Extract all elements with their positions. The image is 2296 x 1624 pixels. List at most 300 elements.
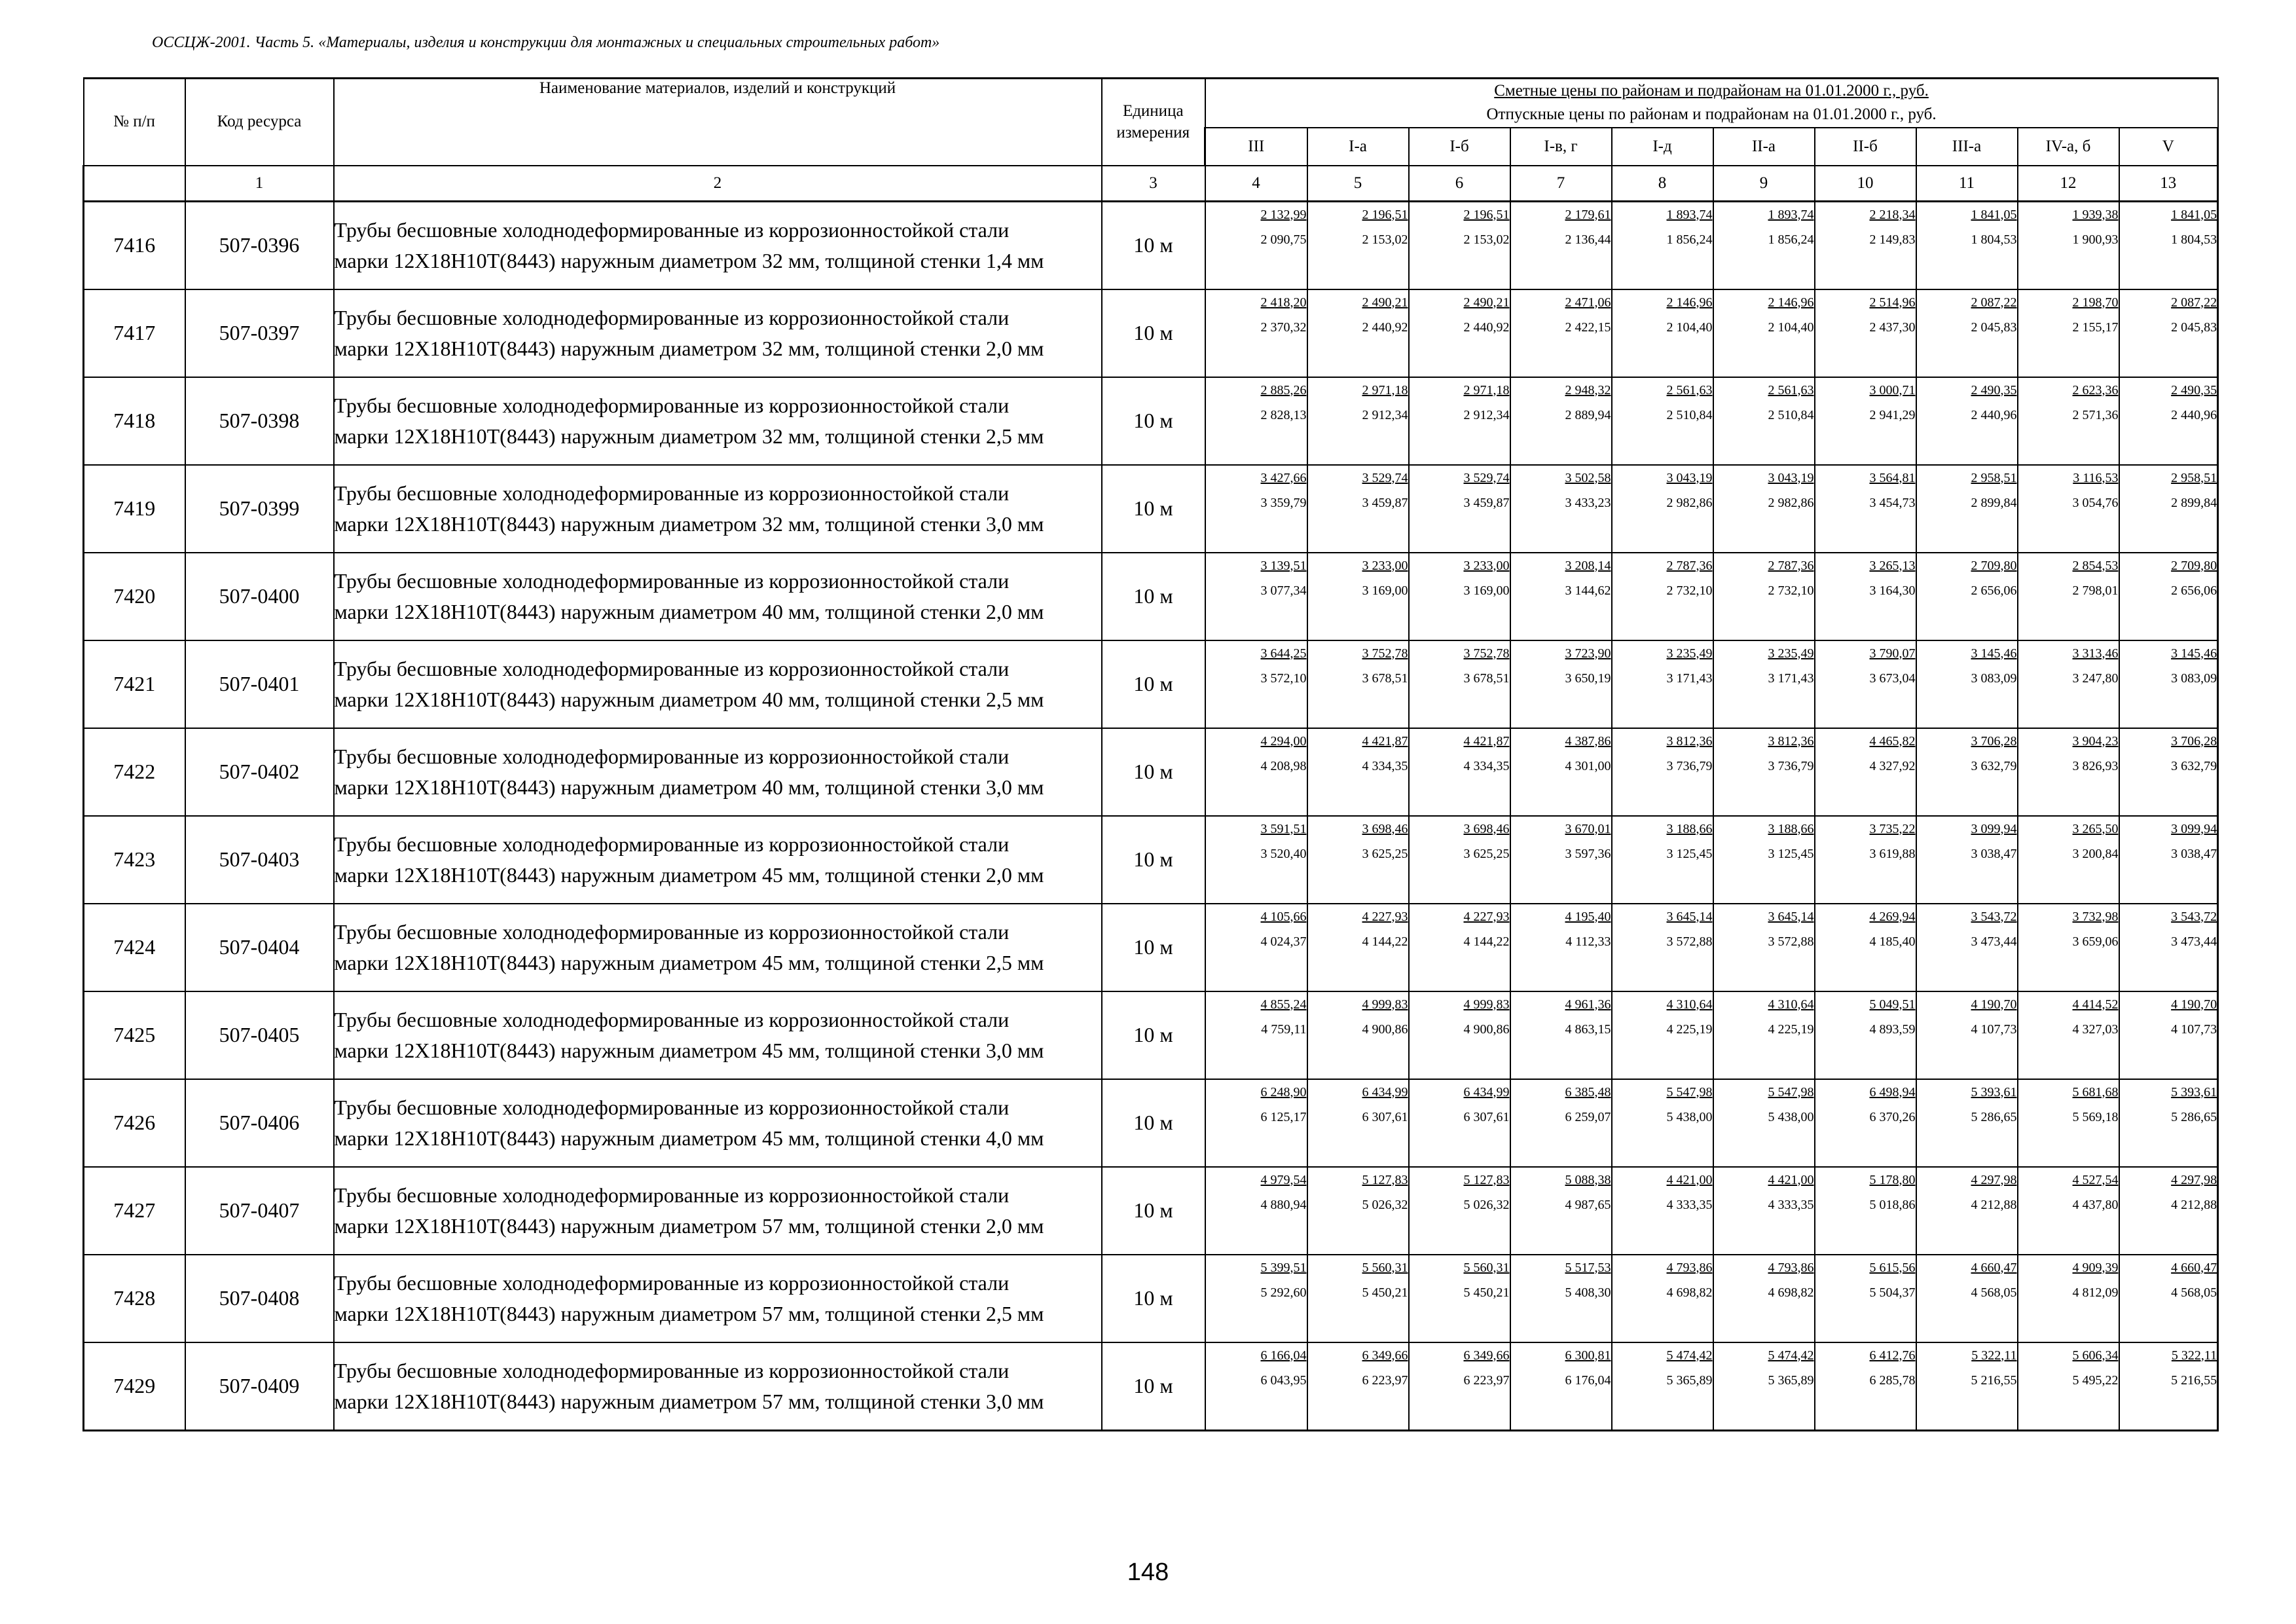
release-price: 2 149,83 <box>1869 232 1916 247</box>
release-price: 4 327,92 <box>1869 758 1916 773</box>
price-cell <box>1510 816 1612 904</box>
release-price: 5 569,18 <box>2072 1109 2119 1124</box>
price-cell <box>2119 201 2218 289</box>
table-row <box>84 816 2218 904</box>
estimate-price: 4 297,98 <box>1971 1172 2017 1187</box>
price-cell <box>1510 465 1612 553</box>
estimate-price: 3 645,14 <box>1768 909 1814 924</box>
price-cell <box>1815 904 1916 991</box>
price-cell <box>2119 640 2218 728</box>
price-cell <box>1510 289 1612 377</box>
material-name-line1: Трубы бесшовные холоднодеформированные из коррозионностойкой стали <box>334 481 1010 506</box>
estimate-price: 4 297,98 <box>2171 1172 2217 1187</box>
price-cell <box>1510 1167 1612 1255</box>
price-cell <box>1409 553 1510 640</box>
release-price: 2 510,84 <box>1666 407 1713 422</box>
price-cell <box>2018 904 2119 991</box>
estimate-price: 4 105,66 <box>1260 909 1307 924</box>
release-price: 3 083,09 <box>1971 671 2017 686</box>
estimate-price: 4 190,70 <box>2171 997 2217 1012</box>
resource-code: 507-0405 <box>185 991 334 1079</box>
release-price: 2 732,10 <box>1768 583 1814 598</box>
table-body <box>84 201 2218 1430</box>
header-zone: I-д <box>1612 128 1713 166</box>
release-price: 3 077,34 <box>1260 583 1307 598</box>
price-cell <box>1612 553 1713 640</box>
release-price: 4 698,82 <box>1666 1285 1713 1300</box>
estimate-price: 6 434,99 <box>1463 1084 1510 1099</box>
estimate-price: 2 490,21 <box>1362 295 1408 310</box>
price-cell <box>1205 991 1307 1079</box>
row-number: 7416 <box>84 201 185 289</box>
estimate-price: 3 188,66 <box>1666 821 1713 836</box>
material-name-line2: марки 12Х18Н10Т(8443) наружным диаметром 32 мм, толщиной стенки 1,4 мм <box>334 248 1044 272</box>
release-price: 5 216,55 <box>1971 1373 2017 1388</box>
price-cell <box>2119 465 2218 553</box>
estimate-price: 5 560,31 <box>1362 1260 1408 1275</box>
release-price: 3 083,09 <box>2171 671 2217 686</box>
price-cell <box>1612 1079 1713 1167</box>
release-price: 3 572,88 <box>1666 934 1713 949</box>
price-cell <box>2119 1167 2218 1255</box>
release-price: 3 144,62 <box>1565 583 1611 598</box>
price-cell <box>1409 377 1510 465</box>
header-zone: II-а <box>1713 128 1815 166</box>
estimate-price: 2 787,36 <box>1666 558 1713 573</box>
price-cell <box>2018 1255 2119 1342</box>
material-name-line1: Трубы бесшовные холоднодеформированные из коррозионностойкой стали <box>334 832 1010 857</box>
price-cell <box>1612 728 1713 816</box>
price-cell <box>1713 991 1815 1079</box>
estimate-price: 3 752,78 <box>1463 646 1510 661</box>
page-number: 148 <box>1127 1559 1169 1586</box>
price-cell <box>1205 728 1307 816</box>
estimate-price: 3 139,51 <box>1260 558 1307 573</box>
estimate-price: 3 145,46 <box>2171 646 2217 661</box>
material-name-line1: Трубы бесшовные холоднодеформированные из коррозионностойкой стали <box>334 1359 1010 1383</box>
estimate-price: 6 166,04 <box>1260 1348 1307 1363</box>
estimate-price: 6 300,81 <box>1565 1348 1611 1363</box>
release-price: 3 619,88 <box>1869 846 1916 861</box>
material-name-line1: Трубы бесшовные холоднодеформированные из коррозионностойкой стали <box>334 569 1010 593</box>
release-price: 2 136,44 <box>1565 232 1611 247</box>
estimate-price: 2 196,51 <box>1463 207 1510 222</box>
price-cell <box>1307 553 1409 640</box>
release-price: 4 437,80 <box>2072 1197 2119 1212</box>
price-cell <box>2119 816 2218 904</box>
release-price: 3 359,79 <box>1260 495 1307 510</box>
price-cell <box>2119 377 2218 465</box>
estimate-price: 4 979,54 <box>1260 1172 1307 1187</box>
material-name-line2: марки 12Х18Н10Т(8443) наружным диаметром 32 мм, толщиной стенки 2,5 мм <box>334 424 1044 448</box>
price-cell <box>1510 904 1612 991</box>
estimate-price: 1 841,05 <box>2171 207 2217 222</box>
column-number: 5 <box>1307 166 1409 202</box>
estimate-price: 5 127,83 <box>1463 1172 1510 1187</box>
table-row <box>84 640 2218 728</box>
release-price: 5 408,30 <box>1565 1285 1611 1300</box>
header-zone: I-б <box>1409 128 1510 166</box>
material-name-line2: марки 12Х18Н10Т(8443) наружным диаметром 40 мм, толщиной стенки 2,0 мм <box>334 599 1044 623</box>
material-name-line2: марки 12Х18Н10Т(8443) наружным диаметром 45 мм, толщиной стенки 2,5 мм <box>334 950 1044 974</box>
estimate-price: 4 414,52 <box>2072 997 2119 1012</box>
release-price: 2 440,96 <box>2171 407 2217 422</box>
estimate-price: 4 310,64 <box>1768 997 1814 1012</box>
estimate-price: 2 087,22 <box>2171 295 2217 310</box>
estimate-price: 3 529,74 <box>1362 470 1408 485</box>
price-cell <box>1815 377 1916 465</box>
release-price: 6 125,17 <box>1260 1109 1307 1124</box>
row-number: 7419 <box>84 465 185 553</box>
release-price: 6 307,61 <box>1362 1109 1408 1124</box>
estimate-price: 2 179,61 <box>1565 207 1611 222</box>
estimate-price: 2 146,96 <box>1768 295 1814 310</box>
estimate-price: 2 709,80 <box>2171 558 2217 573</box>
release-price: 3 125,45 <box>1666 846 1713 861</box>
price-cell <box>2119 289 2218 377</box>
estimate-price: 3 670,01 <box>1565 821 1611 836</box>
release-price: 4 024,37 <box>1260 934 1307 949</box>
release-price: 5 450,21 <box>1463 1285 1510 1300</box>
price-cell <box>1916 1342 2018 1431</box>
estimate-price: 4 387,86 <box>1565 733 1611 748</box>
column-number: 7 <box>1510 166 1612 202</box>
estimate-price: 5 393,61 <box>2171 1084 2217 1099</box>
release-price: 2 090,75 <box>1260 232 1307 247</box>
header-row-main <box>84 79 2218 128</box>
price-cell <box>2119 728 2218 816</box>
material-name-line2: марки 12Х18Н10Т(8443) наружным диаметром 45 мм, толщиной стенки 4,0 мм <box>334 1126 1044 1150</box>
price-cell <box>1307 289 1409 377</box>
price-cell <box>1916 991 2018 1079</box>
header-zone: I-в, г <box>1510 128 1612 166</box>
estimate-price: 6 385,48 <box>1565 1084 1611 1099</box>
unit: 10 м <box>1102 904 1205 991</box>
price-cell <box>1713 553 1815 640</box>
release-price: 3 673,04 <box>1869 671 1916 686</box>
release-price: 2 912,34 <box>1463 407 1510 422</box>
estimate-price: 2 418,20 <box>1260 295 1307 310</box>
unit: 10 м <box>1102 728 1205 816</box>
release-price: 2 656,06 <box>2171 583 2217 598</box>
unit: 10 м <box>1102 816 1205 904</box>
unit: 10 м <box>1102 553 1205 640</box>
release-price: 6 370,26 <box>1869 1109 1916 1124</box>
release-price: 3 625,25 <box>1463 846 1510 861</box>
price-cell <box>1205 1167 1307 1255</box>
release-price: 3 038,47 <box>1971 846 2017 861</box>
price-cell <box>1916 728 2018 816</box>
material-name-line1: Трубы бесшовные холоднодеформированные из коррозионностойкой стали <box>334 657 1010 681</box>
running-head: ОССЦЖ-2001. Часть 5. «Материалы, изделия и конструкции для монтажных и специальных строительных работ» <box>152 34 940 51</box>
estimate-price: 3 644,25 <box>1260 646 1307 661</box>
price-cell <box>1409 1079 1510 1167</box>
price-cell <box>1307 1167 1409 1255</box>
estimate-price: 3 208,14 <box>1565 558 1611 573</box>
estimate-price: 4 294,00 <box>1260 733 1307 748</box>
estimate-price: 3 265,13 <box>1869 558 1916 573</box>
release-price: 2 912,34 <box>1362 407 1408 422</box>
header-estimate-title: Сметные цены по районам и подрайонам на 01.01.2000 г., руб. <box>1494 82 1929 100</box>
header-name: Наименование материалов, изделий и конструкций <box>334 79 1102 166</box>
price-cell <box>1815 640 1916 728</box>
release-price: 4 334,35 <box>1362 758 1408 773</box>
column-number: 4 <box>1205 166 1307 202</box>
row-number: 7425 <box>84 991 185 1079</box>
estimate-price: 2 885,26 <box>1260 382 1307 397</box>
release-price: 3 169,00 <box>1362 583 1408 598</box>
column-number: 2 <box>334 166 1102 202</box>
material-name <box>334 1167 1102 1255</box>
release-price: 4 185,40 <box>1869 934 1916 949</box>
release-price: 2 732,10 <box>1666 583 1713 598</box>
row-number: 7424 <box>84 904 185 991</box>
resource-code: 507-0396 <box>185 201 334 289</box>
estimate-price: 4 421,00 <box>1768 1172 1814 1187</box>
release-price: 4 144,22 <box>1463 934 1510 949</box>
column-number-blank <box>84 166 185 202</box>
release-price: 4 333,35 <box>1768 1197 1814 1212</box>
estimate-price: 5 399,51 <box>1260 1260 1307 1275</box>
material-name <box>334 640 1102 728</box>
material-name <box>334 1342 1102 1431</box>
price-cell <box>2018 377 2119 465</box>
estimate-price: 3 116,53 <box>2073 470 2119 485</box>
estimate-price: 5 474,42 <box>1768 1348 1814 1363</box>
resource-code: 507-0398 <box>185 377 334 465</box>
material-name-line1: Трубы бесшовные холоднодеформированные из коррозионностойкой стали <box>334 920 1010 944</box>
table-row <box>84 201 2218 289</box>
price-cell <box>1409 991 1510 1079</box>
estimate-price: 2 948,32 <box>1565 382 1611 397</box>
table-row <box>84 465 2218 553</box>
price-cell <box>1409 201 1510 289</box>
release-price: 2 440,92 <box>1463 320 1510 335</box>
estimate-price: 3 099,94 <box>1971 821 2017 836</box>
release-price: 1 804,53 <box>2171 232 2217 247</box>
estimate-price: 2 958,51 <box>2171 470 2217 485</box>
material-name <box>334 904 1102 991</box>
price-cell <box>1713 201 1815 289</box>
row-number: 7418 <box>84 377 185 465</box>
release-price: 3 038,47 <box>2171 846 2217 861</box>
resource-code: 507-0399 <box>185 465 334 553</box>
estimate-price: 3 723,90 <box>1565 646 1611 661</box>
price-cell <box>1815 1342 1916 1431</box>
row-number: 7427 <box>84 1167 185 1255</box>
estimate-price: 3 698,46 <box>1463 821 1510 836</box>
resource-code: 507-0407 <box>185 1167 334 1255</box>
price-cell <box>1307 201 1409 289</box>
price-cell <box>1409 1167 1510 1255</box>
material-name-line1: Трубы бесшовные холоднодеформированные из коррозионностойкой стали <box>334 1271 1010 1295</box>
release-price: 3 454,73 <box>1869 495 1916 510</box>
unit: 10 м <box>1102 377 1205 465</box>
price-cell <box>2018 816 2119 904</box>
estimate-price: 3 427,66 <box>1260 470 1307 485</box>
release-price: 2 104,40 <box>1666 320 1713 335</box>
material-name-line1: Трубы бесшовные холоднодеформированные из коррозионностойкой стали <box>334 1096 1010 1120</box>
unit: 10 м <box>1102 289 1205 377</box>
table-row <box>84 553 2218 640</box>
release-price: 5 438,00 <box>1666 1109 1713 1124</box>
estimate-price: 3 265,50 <box>2072 821 2119 836</box>
release-price: 5 216,55 <box>2171 1373 2217 1388</box>
estimate-price: 5 049,51 <box>1869 997 1916 1012</box>
estimate-price: 5 127,83 <box>1362 1172 1408 1187</box>
price-cell <box>1916 377 2018 465</box>
release-price: 4 568,05 <box>2171 1285 2217 1300</box>
price-cell <box>1713 1342 1815 1431</box>
price-cell <box>1815 1167 1916 1255</box>
column-number: 10 <box>1815 166 1916 202</box>
estimate-price: 5 322,11 <box>2171 1348 2217 1363</box>
estimate-price: 2 196,51 <box>1362 207 1408 222</box>
price-cell <box>1612 465 1713 553</box>
price-cell <box>2018 465 2119 553</box>
estimate-price: 3 904,23 <box>2072 733 2119 748</box>
price-cell <box>1205 1342 1307 1431</box>
price-cell <box>1815 289 1916 377</box>
price-cell <box>1510 640 1612 728</box>
price-cell <box>1916 640 2018 728</box>
row-number: 7429 <box>84 1342 185 1431</box>
unit: 10 м <box>1102 1079 1205 1167</box>
material-name-line1: Трубы бесшовные холоднодеформированные из коррозионностойкой стали <box>334 394 1010 418</box>
estimate-price: 1 939,38 <box>2072 207 2119 222</box>
price-cell <box>2018 640 2119 728</box>
estimate-price: 5 178,80 <box>1869 1172 1916 1187</box>
estimate-price: 4 421,87 <box>1362 733 1408 748</box>
estimate-price: 2 490,35 <box>1971 382 2017 397</box>
resource-code: 507-0408 <box>185 1255 334 1342</box>
estimate-price: 4 855,24 <box>1260 997 1307 1012</box>
price-cell <box>1815 816 1916 904</box>
estimate-price: 4 310,64 <box>1666 997 1713 1012</box>
header-release-title: Отпускные цены по районам и подрайонам на 01.01.2000 г., руб. <box>1486 105 1937 124</box>
release-price: 3 678,51 <box>1362 671 1408 686</box>
price-cell <box>2018 1079 2119 1167</box>
header-zone: III <box>1205 128 1307 166</box>
price-cell <box>1815 1079 1916 1167</box>
estimate-price: 5 606,34 <box>2072 1348 2119 1363</box>
material-name <box>334 991 1102 1079</box>
price-cell <box>1205 553 1307 640</box>
header-zone: I-а <box>1307 128 1409 166</box>
price-cell <box>1409 640 1510 728</box>
estimate-price: 5 088,38 <box>1565 1172 1611 1187</box>
price-cell <box>2119 904 2218 991</box>
price-cell <box>1307 377 1409 465</box>
price-cell <box>1205 816 1307 904</box>
release-price: 2 045,83 <box>2171 320 2217 335</box>
price-cell <box>1713 377 1815 465</box>
price-cell <box>1815 465 1916 553</box>
price-cell <box>1307 904 1409 991</box>
estimate-price: 3 752,78 <box>1362 646 1408 661</box>
release-price: 1 856,24 <box>1768 232 1814 247</box>
row-number: 7420 <box>84 553 185 640</box>
release-price: 5 438,00 <box>1768 1109 1814 1124</box>
header-zone: IV-а, б <box>2018 128 2119 166</box>
estimate-price: 4 227,93 <box>1463 909 1510 924</box>
estimate-price: 2 087,22 <box>1971 295 2017 310</box>
price-table <box>82 77 2219 1431</box>
column-number: 11 <box>1916 166 2018 202</box>
release-price: 2 155,17 <box>2072 320 2119 335</box>
release-price: 4 333,35 <box>1666 1197 1713 1212</box>
release-price: 4 880,94 <box>1260 1197 1307 1212</box>
release-price: 4 212,88 <box>1971 1197 2017 1212</box>
release-price: 2 571,36 <box>2072 407 2119 422</box>
estimate-price: 4 961,36 <box>1565 997 1611 1012</box>
price-cell <box>2018 1342 2119 1431</box>
price-cell <box>1916 465 2018 553</box>
price-cell <box>1307 465 1409 553</box>
price-cell <box>1205 1079 1307 1167</box>
estimate-price: 5 615,56 <box>1869 1260 1916 1275</box>
material-name-line2: марки 12Х18Н10Т(8443) наружным диаметром 45 мм, толщиной стенки 3,0 мм <box>334 1038 1044 1062</box>
header-row-colnums <box>84 166 2218 202</box>
estimate-price: 4 660,47 <box>1971 1260 2017 1275</box>
release-price: 4 900,86 <box>1362 1022 1408 1037</box>
estimate-price: 2 146,96 <box>1666 295 1713 310</box>
material-name-line2: марки 12Х18Н10Т(8443) наружным диаметром 57 мм, толщиной стенки 2,5 мм <box>334 1301 1044 1325</box>
estimate-price: 5 474,42 <box>1666 1348 1713 1363</box>
table-row <box>84 1079 2218 1167</box>
price-cell <box>1510 1079 1612 1167</box>
estimate-price: 3 706,28 <box>2171 733 2217 748</box>
release-price: 2 437,30 <box>1869 320 1916 335</box>
price-cell <box>1815 728 1916 816</box>
estimate-price: 3 735,22 <box>1869 821 1916 836</box>
price-cell <box>1307 728 1409 816</box>
material-name-line2: марки 12Х18Н10Т(8443) наружным диаметром 32 мм, толщиной стенки 3,0 мм <box>334 511 1044 536</box>
release-price: 2 045,83 <box>1971 320 2017 335</box>
estimate-price: 6 434,99 <box>1362 1084 1408 1099</box>
header-zone: III-а <box>1916 128 2018 166</box>
material-name-line2: марки 12Х18Н10Т(8443) наружным диаметром 40 мм, толщиной стенки 3,0 мм <box>334 775 1044 799</box>
price-cell <box>2119 991 2218 1079</box>
release-price: 3 659,06 <box>2072 934 2119 949</box>
material-name-line2: марки 12Х18Н10Т(8443) наружным диаметром 40 мм, толщиной стенки 2,5 мм <box>334 687 1044 711</box>
price-cell <box>1713 1167 1815 1255</box>
estimate-price: 2 854,53 <box>2072 558 2119 573</box>
price-cell <box>1612 904 1713 991</box>
price-cell <box>2119 1079 2218 1167</box>
material-name <box>334 816 1102 904</box>
table-row <box>84 1342 2218 1431</box>
release-price: 3 572,10 <box>1260 671 1307 686</box>
release-price: 1 804,53 <box>1971 232 2017 247</box>
material-name <box>334 201 1102 289</box>
price-cell <box>2018 1167 2119 1255</box>
price-cell <box>1713 728 1815 816</box>
estimate-price: 4 190,70 <box>1971 997 2017 1012</box>
row-number: 7422 <box>84 728 185 816</box>
release-price: 3 200,84 <box>2072 846 2119 861</box>
header-unit: Единица измерения <box>1102 79 1205 166</box>
release-price: 4 225,19 <box>1768 1022 1814 1037</box>
price-cell <box>1815 1255 1916 1342</box>
release-price: 5 026,32 <box>1463 1197 1510 1212</box>
estimate-price: 2 623,36 <box>2072 382 2119 397</box>
estimate-price: 3 591,51 <box>1260 821 1307 836</box>
estimate-price: 3 233,00 <box>1362 558 1408 573</box>
column-number: 6 <box>1409 166 1510 202</box>
estimate-price: 3 235,49 <box>1768 646 1814 661</box>
price-cell <box>2018 728 2119 816</box>
